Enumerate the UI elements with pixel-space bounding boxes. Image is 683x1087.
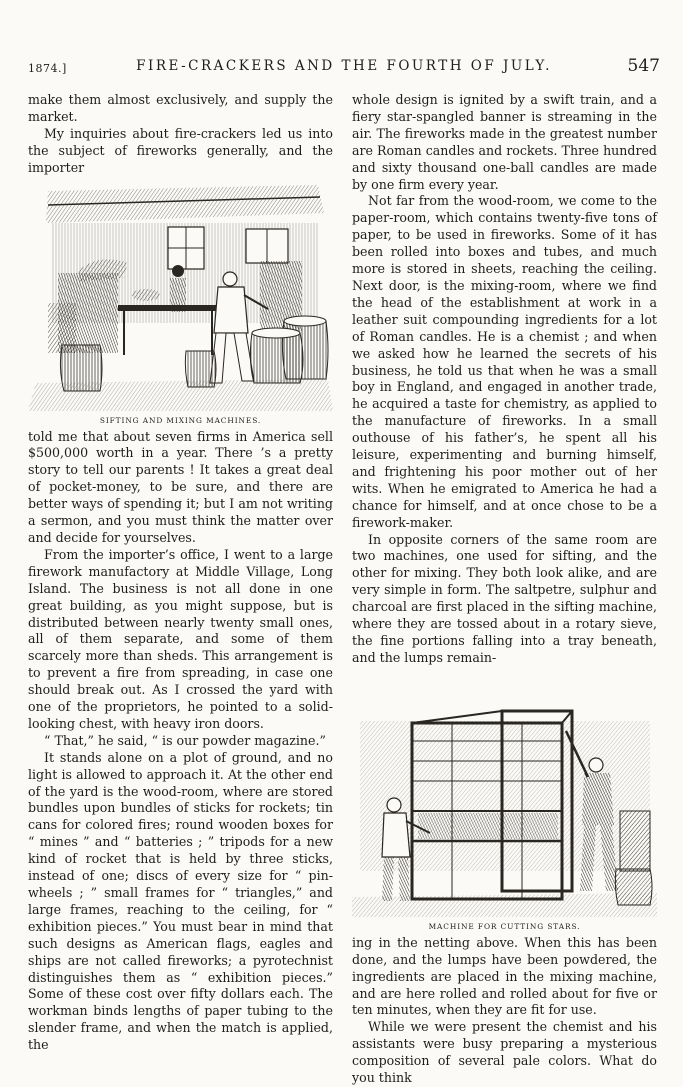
header-year: 1874.] bbox=[28, 62, 67, 75]
paragraph: Not far from the wood-room, we come to the paper-room, which contains twenty-five tons of paper, to be used in fireworks. Some of it has been rolled into boxes and tubes, and much more is stored in sheets, reaching the ceiling. Next door, is the mixing-room, where we find the head of the establishment at work in a leather suit compounding ingredients for a lot of Roman candles. He is a chemist ; and when we asked how he learned the secrets of his business, he told us that when he was a small boy in England, and engaged in another trade, he acquired a taste for chemistry, as applied to the manufacture of fireworks. In a small outhouse of his father’s, he spent all his leisure, experimenting and burning himself, and frightening his poor mother out of her wits. When he emigrated to America he had a chance for himself, and at once chose to be a firework-maker. bbox=[352, 193, 657, 530]
paragraph: In opposite corners of the same room are two machines, one used for sifting, and the other for mixing. They both look alike, and are very simple in form. The saltpetre, sulphur and charcoal are first placed in the sifting machine, where they are tossed about in a rotary sieve, the fine portions falling into a tray beneath, and the lumps remain- bbox=[352, 531, 657, 665]
paragraph: “ That,” he said, “ is our powder magazine.” bbox=[44, 732, 326, 748]
header-title: FIRE-CRACKERS AND THE FOURTH OF JULY. bbox=[136, 58, 552, 74]
engraving-sifting-machines bbox=[28, 183, 333, 425]
left-column bbox=[28, 92, 333, 1054]
paragraph: It stands alone on a plot of ground, and no light is allowed to approach it. At the other end of the yard is the wood-room, where are stored bundles upon bundles of sticks for rockets; tin cans for colored fires; round wooden boxes for “ mines ” and “ batteries ; ” tripods for a new kind of rocket that is held by three sticks, instead of one; discs of every size for “ pin-wheels ; ” small frames for “ triangles,” and large frames, reaching to the ceiling, for “ exhibition pieces.” You must bear in mind that such designs as American flags, eagles and ships are not called fireworks; a pyrotechnist distinguishes them as “ exhibition pieces.” Some of these cost over fifty dollars each. The workman binds lengths of paper tubing to the slender frame, and when the match is applied, the bbox=[28, 749, 333, 1053]
paragraph: told me that about seven firms in America sell $500,000 worth in a year. There ’s a pretty story to tell our parents ! It takes a great deal of pocket-money, to be sure, and there are better ways of spending it; but I am not writing a sermon, and you must think the matter over and decide for yourselves. bbox=[28, 428, 333, 545]
page-number: 547 bbox=[627, 56, 660, 76]
paragraph: My inquiries about fire-crackers led us into the subject of fireworks generally, and the importer bbox=[28, 125, 333, 175]
engraving-cutting-stars bbox=[352, 701, 657, 931]
paragraph: make them almost exclusively, and supply the market. bbox=[28, 92, 333, 124]
engraving-illustration bbox=[352, 701, 657, 917]
paragraph: From the importer’s office, I went to a large firework manufactory at Middle Village, Long Island. The business is not all done in one great building, as you might suppose, but is distributed between nearly twenty small ones, all of them separate, and some of them scarcely more than sheds. This arrangement is to prevent a fire from spreading, in case one should break out. As I crossed the yard with one of the proprietors, he pointed to a solid-looking chest, with heavy iron doors. bbox=[28, 546, 333, 731]
paragraph: ing in the netting above. When this has been done, and the lumps have been powdered, the ingredients are placed in the mixing machine, and are here rolled and rolled about for five or ten minutes, when they are fit for use. bbox=[352, 934, 657, 1018]
running-header bbox=[28, 58, 660, 80]
figure-caption: MACHINE FOR CUTTING STARS. bbox=[428, 921, 581, 931]
paragraph: whole design is ignited by a swift train, and a fiery star-spangled banner is streaming in the air. The fireworks made in the greatest number are Roman candles and rockets. Three hundred and sixty thousand one-ball candles are made by one firm every year. bbox=[352, 92, 657, 192]
engraving-illustration bbox=[28, 183, 333, 411]
right-column bbox=[352, 92, 657, 1087]
figure-caption: SIFTING AND MIXING MACHINES. bbox=[99, 415, 262, 425]
paragraph: While we were present the chemist and his assistants were busy preparing a mysterious composition of several pale colors. What do you think bbox=[352, 1019, 657, 1086]
